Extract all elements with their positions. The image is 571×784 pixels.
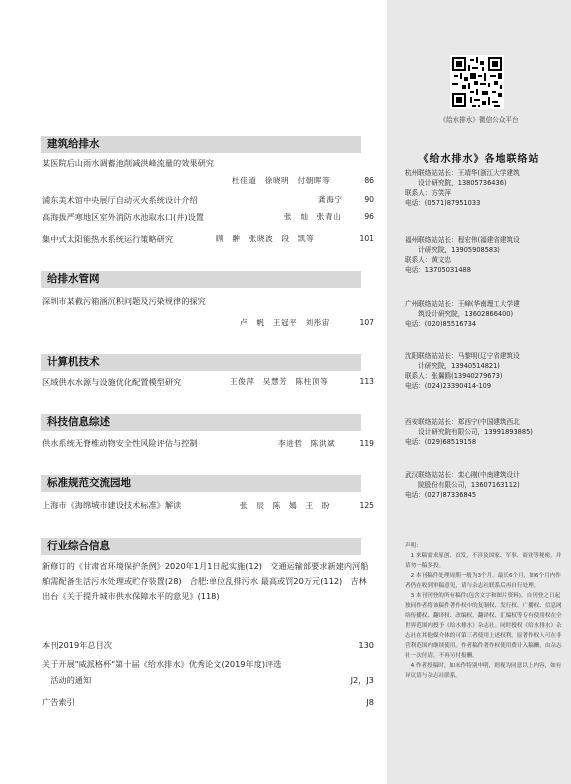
footer-text: 本刊2019年总目次 [42,640,112,650]
station-line: 联系人：方笑萍 [405,189,452,197]
station-shenyang [405,351,565,391]
article-title[interactable]: 深圳市某截污箱涵沉积问题及污染规律的探究 [42,296,206,306]
section-header: 计算机技术 [41,354,361,371]
section-header: 科技信息综述 [41,414,361,431]
contact-sidebar [387,0,571,784]
qr-code-icon[interactable] [450,55,504,109]
section-header: 标准规范交流园地 [41,475,361,492]
station-line: 设计研究院有限公司，13991893885) [405,428,533,436]
qr-caption: 《给水排水》微信公众平台 [439,116,519,124]
article-title[interactable]: 高海拔严寒地区室外消防水池取水口(井)设置 [42,212,204,222]
station-line: 联系人：黄文忠 [405,256,452,264]
article-page: 86 [364,176,374,185]
notice-heading: 声明： [405,543,422,549]
station-line: 西安联络站站长：郑西宁(中国建筑西北 [405,418,520,426]
article-title[interactable]: 某医院后山雨水调蓄池削减洪峰流量的效果研究 [42,158,214,168]
station-line: 筑设计研究院，13602866400) [405,310,514,318]
article-authors: 张 辰 陈 嫣 王 盼 [240,501,331,510]
article-authors: 卢 帆 王冠平 刘彤宙 [240,318,331,327]
award-notice-row[interactable] [42,657,374,671]
article-page: 113 [359,377,374,386]
station-line: 沈阳联络站站长：马黎明(辽宁省建筑设 [405,352,520,360]
footer-text: 活动的通知 [42,675,92,685]
station-line: 福州联络站站长：程宏伟(福建省建筑设 [405,236,520,244]
station-line: 计研究院，13905908583) [405,246,500,254]
article-authors: 龚海宁 [318,195,343,204]
section-header: 行业综合信息 [41,538,361,555]
station-line: 计研究院，13940514821) [405,362,500,370]
footer-text: 广告索引 [42,697,75,707]
article-page: 90 [364,195,374,204]
award-notice-row-cont[interactable] [42,673,374,687]
footer-page: 130 [358,640,374,650]
industry-news-paragraph: 新修订的《甘肃省环境保护条例》2020年1月1日起实施(12) 交通运输部要求新建内河船舶需配备生活污水处理或贮存装置(28) 合肥:单位乱排污水 最高或罚20万元(112) 吉林出台《关于提升城市供水保障水平的意见》(118) [42,561,369,601]
footer-text: 关于开展"威派格杯"第十届《给水排水》优秀论文(2019年度)评选 [42,659,282,669]
station-line: 电话：(029)68519158 [405,438,477,446]
station-hangzhou [405,168,565,208]
station-fuzhou [405,235,565,275]
article-title[interactable]: 集中式太阳能热水系统运行策略研究 [42,234,174,244]
station-line: 电话：(024)23390414-109 [405,382,492,390]
article-authors: 顾 翀 张晓波 段 凯等 [216,234,315,243]
article-authors: 杜佳道 徐晓明 付朝晖等 [232,176,331,185]
article-page: 101 [359,234,374,243]
footer-page: J8 [366,697,374,707]
station-xian [405,417,565,447]
stations-title: 《给水排水》各地联络站 [418,154,540,165]
section-header: 建筑给排水 [41,136,361,153]
station-line: 院股份有限公司，13607163112) [405,481,520,489]
annual-index-row[interactable] [42,638,374,652]
article-page: 96 [364,212,374,221]
article-page: 119 [359,439,374,448]
station-line: 设计研究院，13805736436) [405,179,507,187]
station-line: 电话：(020)85516734 [405,320,477,328]
station-line: 武汉联络站站长：栾心刚(中南建筑设计 [405,471,520,479]
notice-item: 3 本刊刊登的所有稿件(包含文字和图片资料)，自刊登之日起独同作者将该稿件著作权中的复制权、发行权、广播权、信息网络传播权、翻译权、改编权、翻译权、汇编权等专有使用权在全世界范围内授予《给水排水》杂志社。同时授权《给水排水》杂志社在其他媒介体的可第三者使用上述权利。原著作权人可在非营利范围内继续使用。作者稿件著作权使用费计入稿酬，由杂志社一次付清，不再另付报酬。 [405,593,562,659]
station-wuhan [405,470,565,500]
article-authors: 李进哲 陈洪斌 [278,439,336,448]
article-page: 125 [359,501,374,510]
article-title[interactable]: 浦东美术馆中央展厅自动灭火系统设计介绍 [42,195,198,205]
section-header: 给排水管网 [41,271,361,288]
station-line: 杭州联络站站长：王靖华(浙江大学建筑 [405,169,520,177]
station-line: 电话：13705031488 [405,266,471,274]
station-line: 广州联络站站长：王峰(华南理工大学建 [405,300,520,308]
copyright-notice [405,541,563,681]
article-title[interactable]: 区域供水水源与设施优化配置模型研究 [42,377,182,387]
ad-index-row[interactable] [42,695,374,709]
station-line: 联系人：张翼鸥(13940279673) [405,372,503,380]
article-title[interactable]: 上海市《海绵城市建设技术标准》解读 [42,500,182,510]
footer-page: J2，J3 [350,675,374,685]
article-page: 107 [359,318,374,327]
station-line: 电话：(0571)87951033 [405,199,481,207]
article-authors: 王俊萍 吴慧芳 陈柱顶等 [230,377,329,386]
article-title[interactable]: 供水系统无脊椎动物安全性风险评估与控制 [42,438,198,448]
station-guangzhou [405,299,565,329]
notice-item: 4 作者投稿时，如未作特别申明，则视为同意以上内容，如有异议请与杂志社联系。 [405,663,562,679]
notice-item: 1 来稿需求原创、首发，不涉及国家、军事、商业等秘密，并请勿一稿多投。 [405,553,562,569]
notice-item: 2 本刊稿件处理周期一般为3个月。最长6个月，如6个月内作者仍在收到审稿意见，请与杂志社联系后再自行处理。 [405,573,561,589]
station-line: 电话：(027)87336845 [405,491,477,499]
article-authors: 张 灿 张青山 [284,212,342,221]
